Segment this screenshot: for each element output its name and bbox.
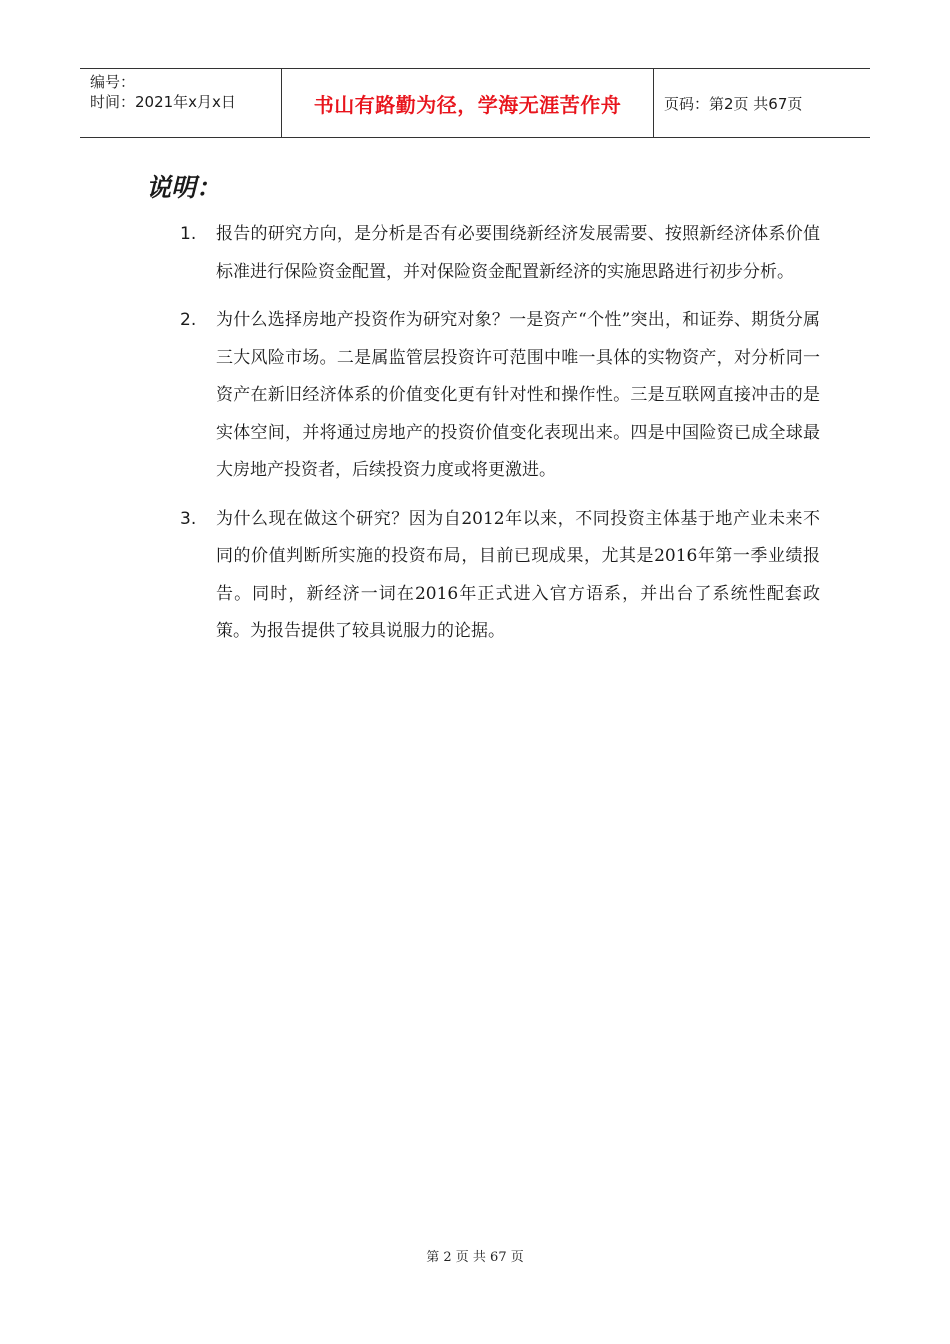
list-item-number: 2. [180,310,197,330]
list-item-text: 为什么现在做这个研究？因为自2012年以来，不同投资主体基于地产业未来不同的价值判断所实施的投资布局，目前已现成果，尤其是2016年第一季业绩报告。同时，新经济一词在2016年正式进入官方语系，并出台了系统性配套政策。为报告提供了较具说服力的论据。 [216,508,820,641]
header-page-info: 页码：第2页 共67页 [664,94,803,113]
list-item [180,302,820,490]
list-item-text: 报告的研究方向，是分析是否有必要围绕新经济发展需要、按照新经济体系价值标准进行保险资金配置，并对保险资金配置新经济的实施思路进行初步分析。 [216,224,820,282]
page-header [80,68,870,138]
list-item-number: 1. [180,224,197,244]
list-item [180,501,820,651]
section-title: 说明： [146,173,222,202]
document-number-label: 编号： [90,73,136,91]
header-meta [80,69,282,137]
header-motto: 书山有路勤为径，学海无涯苦作舟 [282,69,654,137]
explanation-list [180,216,820,662]
list-item-text: 为什么选择房地产投资作为研究对象？一是资产“个性”突出，和证券、期货分属三大风险市场。二是属监管层投资许可范围中唯一具体的实物资产，对分析同一资产在新旧经济体系的价值变化更有针对性和操作性。三是互联网直接冲击的是实体空间，并将通过房地产的投资价值变化表现出来。四是中国险资已成全球最大房地产投资者，后续投资力度或将更激进。 [216,310,820,480]
document-time-label: 时间：2021年x月x日 [90,93,236,111]
list-item [180,216,820,291]
list-item-number: 3. [180,508,197,529]
page-footer: 第 2 页 共 67 页 [426,1250,524,1265]
